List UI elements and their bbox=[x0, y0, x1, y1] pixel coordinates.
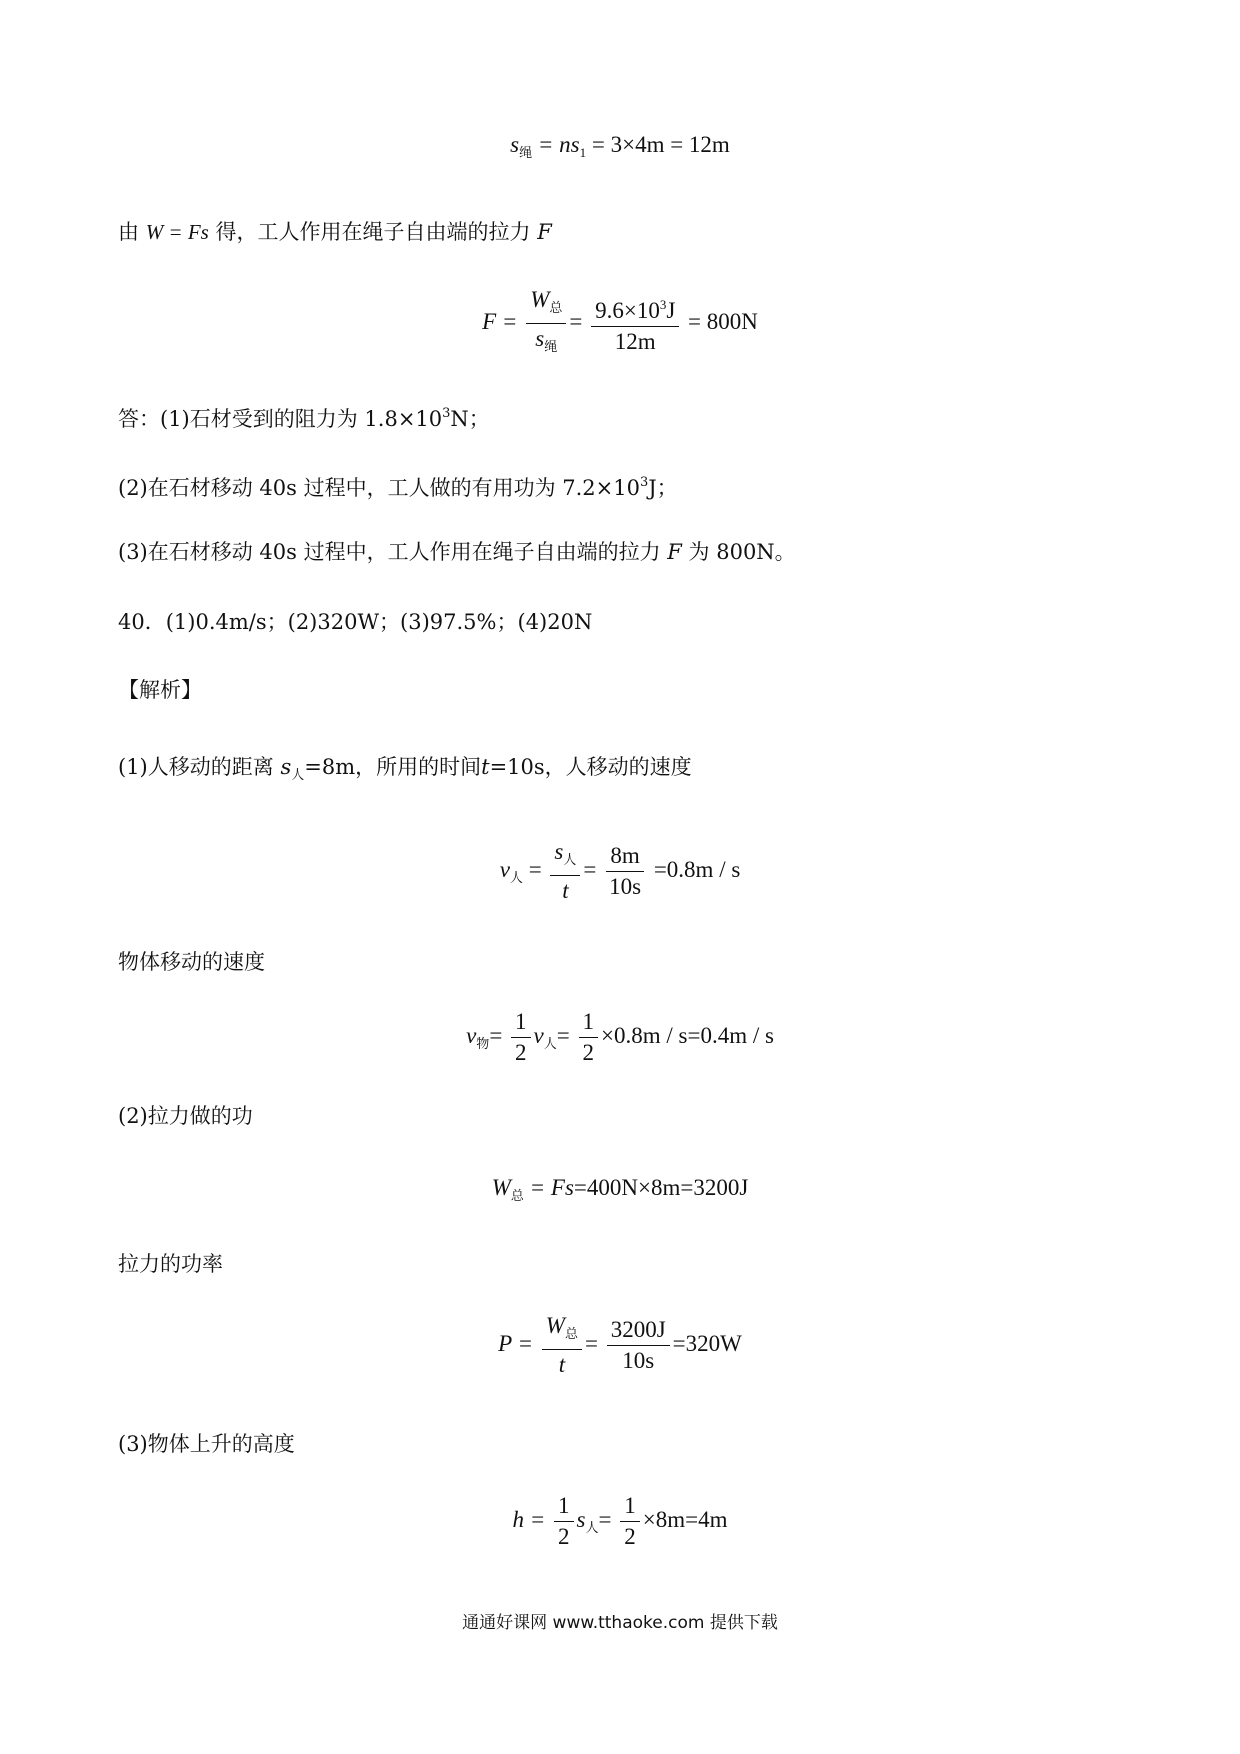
equation-rope-distance: $s_绳 = ns_1 = 3\times 4m = 12m$ bbox=[510, 132, 730, 160]
part1-text: (1)人移动的距离 $s_人=8m$，所用的时间t=10s，人移动的速度 bbox=[118, 755, 692, 783]
equation-power: P = $\frac{W_总}{t}$ = $\frac{3200J}{10s}$ =320W bbox=[498, 1313, 742, 1377]
equation-person-speed: $v_人$ = $\frac{s_人}{t}$ = $\frac{8m}{10s}$ =0.8m / s bbox=[499, 839, 741, 903]
part2-label: (2)拉力做的功 bbox=[118, 1104, 253, 1128]
equation-work: $W_总 = Fs=400N\times 8m=3200J$ bbox=[491, 1175, 749, 1203]
question-40-answers: 40．(1)0.4m/s；(2)320W；(3)97.5%；(4)20N bbox=[118, 610, 593, 634]
equation-object-speed: $v_物=$ $\frac{1}{2}$ $v_人=$ $\frac{1}{2}$ ×0.8m / s=0.4m / s bbox=[466, 1009, 774, 1065]
part3-label: (3)物体上升的高度 bbox=[118, 1432, 295, 1456]
answer-2: (2)在石材移动 40s 过程中，工人做的有用功为 $7.2\times 10^3J$； bbox=[118, 475, 678, 500]
analysis-heading: 【解析】 bbox=[118, 678, 202, 702]
answer-3: (3)在石材移动 40s 过程中，工人作用在绳子自由端的拉力 F 为 800N。 bbox=[118, 540, 796, 564]
equation-height: h = $\frac{1}{2}$ $s_人=$ $\frac{1}{2}$ ×8m=4m bbox=[512, 1493, 728, 1549]
power-label: 拉力的功率 bbox=[118, 1252, 223, 1276]
answer-1: 答：(1)石材受到的阻力为 $1.8\times 10^3N$； bbox=[118, 406, 490, 431]
page-footer: 通通好课网 www.tthaoke.com 提供下载 bbox=[462, 1613, 778, 1633]
equation-force: F = $\frac{W_总}{s_绳}$ = $\frac{9.6\times 10^3J}{12m}$ = 800N bbox=[482, 287, 758, 354]
text-from-work-formula: 由 W = Fs 得，工人作用在绳子自由端的拉力 F bbox=[118, 220, 552, 244]
object-speed-label: 物体移动的速度 bbox=[118, 950, 265, 974]
